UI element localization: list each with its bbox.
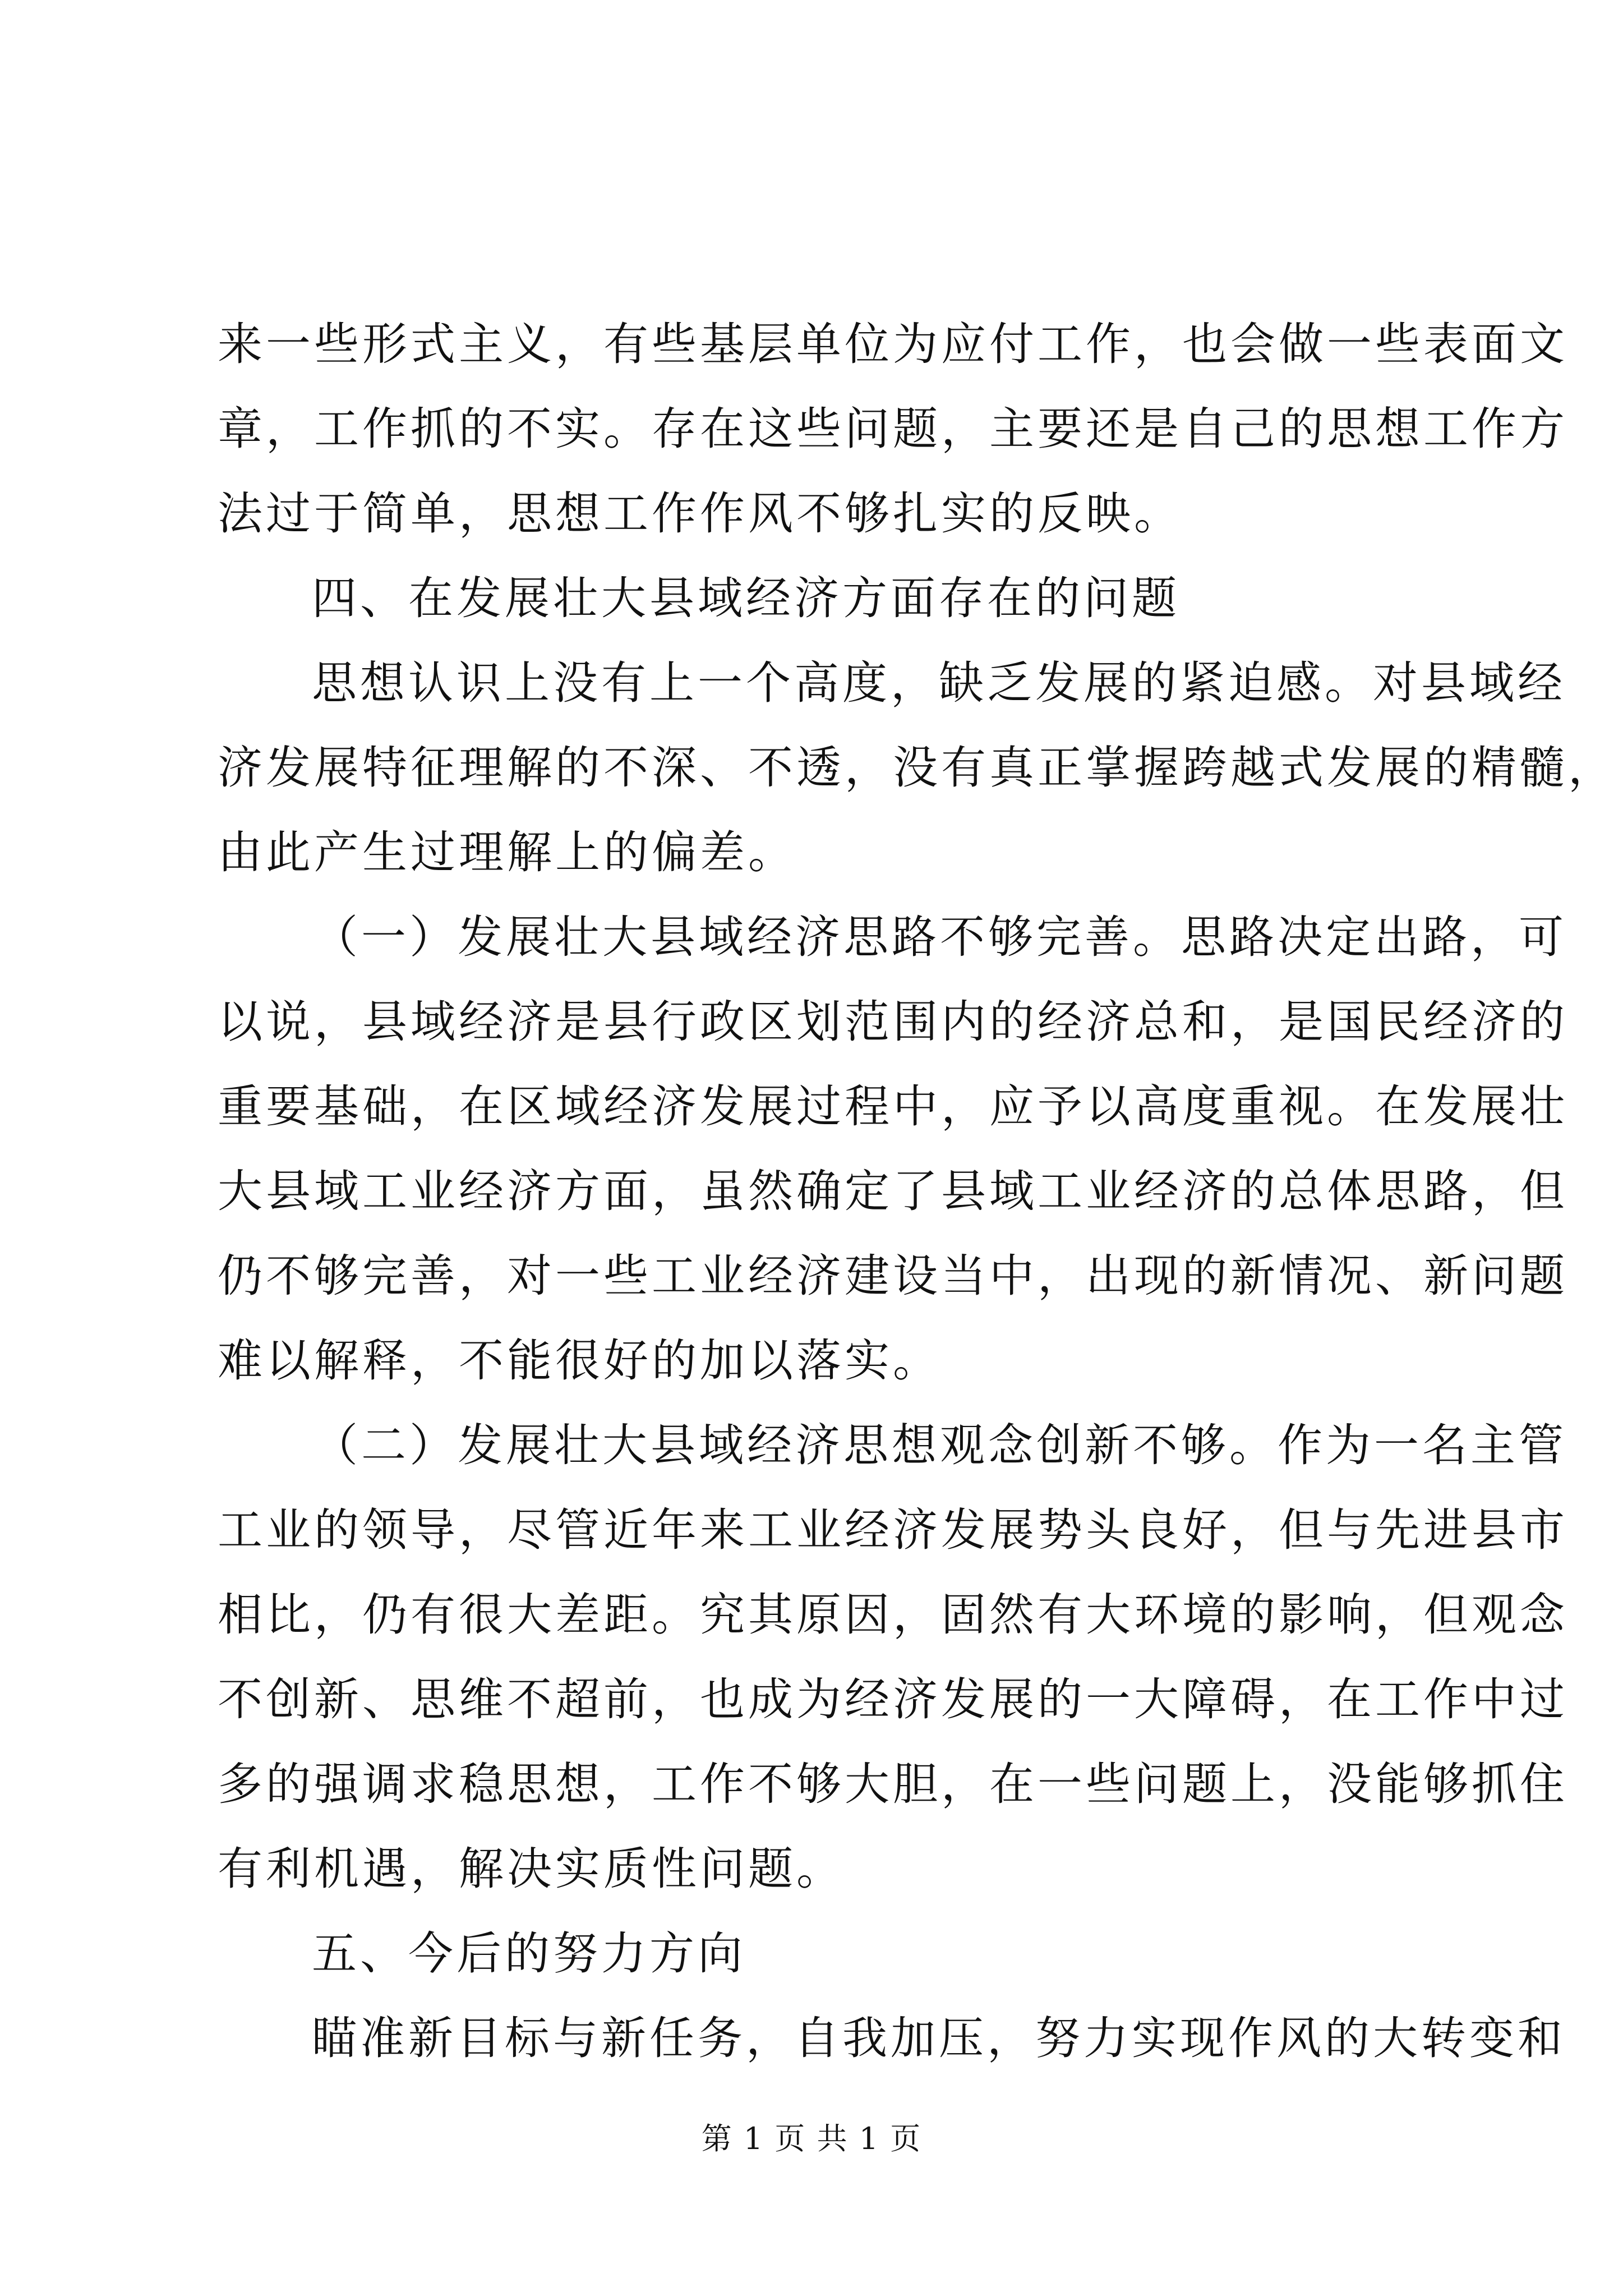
text-line: 以说，县域经济是县行政区划范围内的经济总和，是国民经济的 <box>218 996 1568 1048</box>
body-text <box>218 302 1616 2081</box>
text-line: 重要基础，在区域经济发展过程中，应予以高度重视。在发展壮 <box>218 1080 1568 1133</box>
page-footer: 第 1 页 共 1 页 <box>701 2121 922 2156</box>
text-line: 章，工作抓的不实。存在这些问题，主要还是自己的思想工作方 <box>218 403 1568 455</box>
text-line: （二）发展壮大县域经济思想观念创新不够。作为一名主管 <box>313 1419 1567 1471</box>
text-line: 工业的领导，尽管近年来工业经济发展势头良好，但与先进县市 <box>218 1504 1568 1556</box>
text-line: 思想认识上没有上一个高度，缺乏发展的紧迫感。对县域经 <box>312 657 1566 709</box>
text-line: 相比，仍有很大差距。究其原因，固然有大环境的影响，但观念 <box>218 1589 1568 1641</box>
text-line: 不创新、思维不超前，也成为经济发展的一大障碍，在工作中过 <box>218 1673 1568 1726</box>
text-line: 大县域工业经济方面，虽然确定了县域工业经济的总体思路，但 <box>218 1165 1568 1217</box>
text-line: 由此产生过理解上的偏差。 <box>218 826 796 878</box>
text-line: （一）发展壮大县域经济思路不够完善。思路决定出路，可 <box>313 911 1567 963</box>
text-line: 难以解释，不能很好的加以落实。 <box>218 1335 941 1387</box>
text-line: 仍不够完善，对一些工业经济建设当中，出现的新情况、新问题 <box>218 1250 1568 1302</box>
text-line: 济发展特征理解的不深、不透，没有真正掌握跨越式发展的精髓， <box>218 742 1616 794</box>
section-heading: 五、今后的努力方向 <box>312 1927 746 1980</box>
section-heading: 四、在发展壮大县域经济方面存在的问题 <box>312 572 1180 624</box>
text-line: 有利机遇，解决实质性问题。 <box>218 1843 845 1895</box>
text-line: 来一些形式主义，有些基层单位为应付工作，也会做一些表面文 <box>218 318 1568 370</box>
text-line: 瞄准新目标与新任务，自我加压，努力实现作风的大转变和 <box>312 2012 1566 2064</box>
text-line: 法过于简单，思想工作作风不够扎实的反映。 <box>218 487 1182 540</box>
text-line: 多的强调求稳思想，工作不够大胆，在一些问题上，没能够抓住 <box>218 1758 1568 1810</box>
